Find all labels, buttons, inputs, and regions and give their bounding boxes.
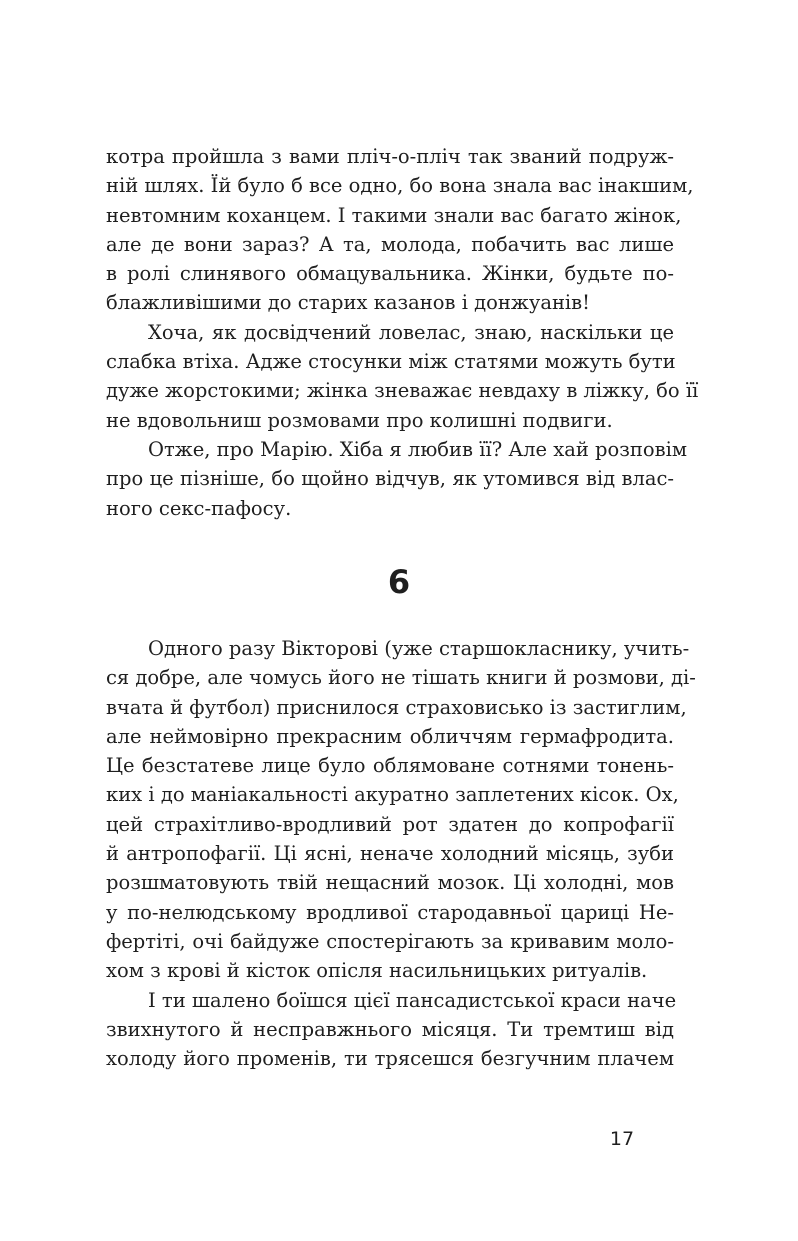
text-line: невтомним коханцем. І такими знали вас багато жінок, bbox=[106, 203, 682, 227]
text-line: Отже, про Марію. Хіба я любив її? Але хай розповім bbox=[148, 437, 688, 461]
text-line: але неймовірно прекрасним обличчям гермафродита. bbox=[106, 724, 674, 748]
text-line: розшматовують твій нещасний мозок. Ці холодні, мов bbox=[106, 871, 674, 895]
text-line: блажливішими до старих казанов і донжуанів! bbox=[106, 291, 590, 315]
page-number: 17 bbox=[609, 1128, 635, 1150]
text-line: Це безстатеве лице було облямоване сотнями тонень- bbox=[106, 754, 674, 778]
text-line: й антропофагії. Ці ясні, неначе холодний місяць, зуби bbox=[106, 842, 674, 866]
text-line: але де вони зараз? А та, молода, побачить вас лише bbox=[106, 232, 674, 256]
text-line: про це пізніше, бо щойно відчув, як утомився від влас- bbox=[106, 467, 674, 491]
text-line: не вдовольниш розмовами про колишні подвиги. bbox=[106, 408, 613, 432]
chapter-number: 6 bbox=[387, 563, 411, 601]
text-line: цей страхітливо-вродливий рот здатен до копрофагії bbox=[106, 812, 674, 836]
text-block-bottom bbox=[106, 634, 696, 1073]
text-line: ких і до маніакальності акуратно заплетених кісок. Ох, bbox=[106, 783, 679, 807]
text-line: звихнутого й несправжнього місяця. Ти тремтиш від bbox=[106, 1017, 674, 1041]
text-line: у по-нелюдському вродливої стародавньої цариці Не- bbox=[106, 900, 674, 924]
text-line: в ролі слинявого обмацувальника. Жінки, будьте по- bbox=[106, 262, 674, 286]
text-line: Одного разу Вікторові (уже старшокласнику, учить- bbox=[148, 637, 690, 660]
text-line: Хоча, як досвідчений ловелас, знаю, наскільки це bbox=[148, 320, 674, 344]
text-line: слабка втіха. Адже стосунки між статями можуть бути bbox=[106, 350, 676, 374]
text-line: котра пройшла з вами пліч-о-пліч так званий подруж- bbox=[106, 145, 674, 168]
text-line: вчата й футбол) приснилося страховисько із застиглим, bbox=[106, 695, 687, 719]
text-line: хом з крові й кісток опісля насильницьких ритуалів. bbox=[106, 959, 648, 983]
text-line: ного секс-пафосу. bbox=[106, 496, 292, 520]
text-line: ся добре, але чомусь його не тішать книги й розмови, ді- bbox=[106, 666, 696, 690]
text-line: І ти шалено боїшся цієї пансадистської краси наче bbox=[148, 988, 677, 1012]
text-block-top bbox=[106, 142, 699, 523]
text-line: фертіті, очі байдуже спостерігають за кривавим моло- bbox=[106, 929, 674, 953]
text-line: холоду його променів, ти трясешся безгучним плачем bbox=[106, 1047, 674, 1071]
text-line: ній шлях. Їй було б все одно, бо вона знала вас інакшим, bbox=[106, 174, 694, 198]
text-line: дуже жорстокими; жінка зневажає невдаху в ліжку, бо її bbox=[106, 379, 699, 403]
